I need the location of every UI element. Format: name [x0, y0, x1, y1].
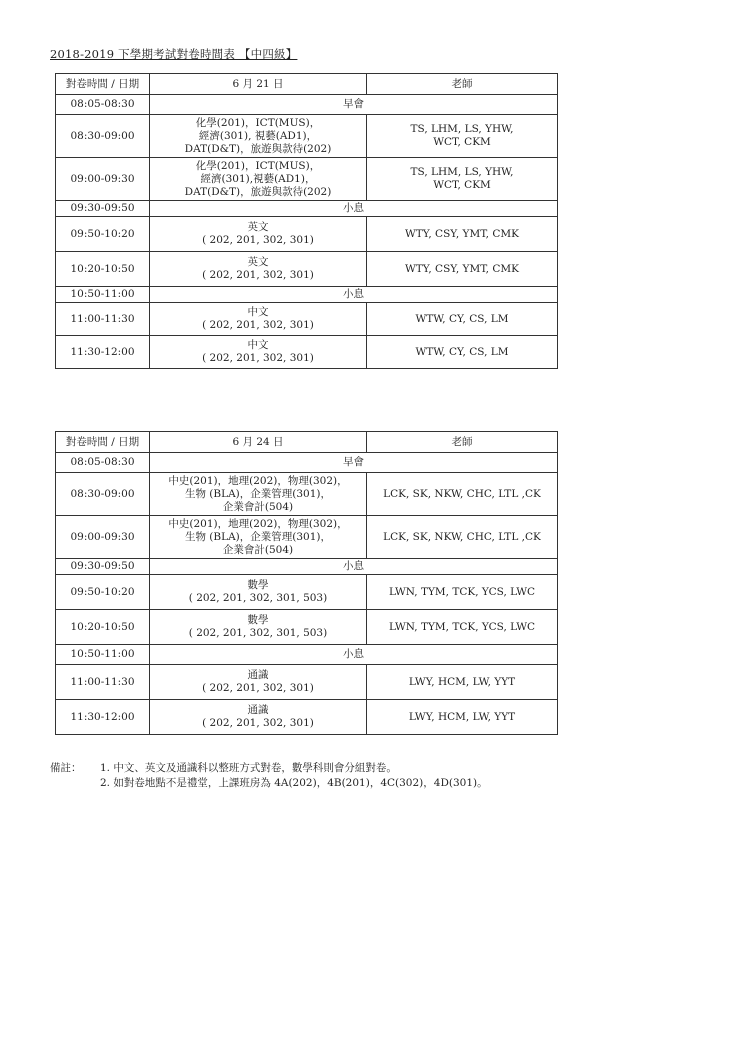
table-row [56, 158, 558, 201]
subject-cell: 中文 ( 202, 201, 302, 301) [150, 336, 367, 369]
table-row [56, 252, 558, 287]
table-row [56, 95, 558, 115]
subject-cell: 化學(201)，ICT(MUS)， 經濟(301), 視藝(AD1)， DAT(D&T)，旅遊與款待(202) [150, 115, 367, 158]
note-item: 1. 中文、英文及通識科以整班方式對卷，數學科則會分組對卷。 [100, 762, 397, 774]
time-cell: 08:30-09:00 [56, 473, 150, 516]
table-row [56, 303, 558, 336]
subject-cell: 中文 ( 202, 201, 302, 301) [150, 303, 367, 336]
table-row [56, 665, 558, 700]
time-cell: 11:00-11:30 [56, 665, 150, 700]
header-date: 6 月 21 日 [150, 74, 367, 95]
table-row [56, 473, 558, 516]
table-row [56, 453, 558, 473]
span-cell: 小息 [150, 559, 558, 575]
table-row [56, 645, 558, 665]
table-row [56, 575, 558, 610]
header-time: 對卷時間 / 日期 [56, 74, 150, 95]
teacher-cell: TS, LHM, LS, YHW, WCT, CKM [367, 158, 558, 201]
time-cell: 08:30-09:00 [56, 115, 150, 158]
header-row [56, 432, 558, 453]
table-row [56, 201, 558, 217]
header-time: 對卷時間 / 日期 [56, 432, 150, 453]
teacher-cell: WTY, CSY, YMT, CMK [367, 252, 558, 287]
time-cell: 11:00-11:30 [56, 303, 150, 336]
table-row [56, 516, 558, 559]
subject-cell: 通識 ( 202, 201, 302, 301) [150, 665, 367, 700]
span-cell: 小息 [150, 287, 558, 303]
time-cell: 09:50-10:20 [56, 217, 150, 252]
table-row [56, 336, 558, 369]
subject-cell: 中史(201)，地理(202)，物理(302)， 生物 (BLA)，企業管理(301)， 企業會計(504) [150, 473, 367, 516]
time-cell: 10:50-11:00 [56, 287, 150, 303]
teacher-cell: WTW, CY, CS, LM [367, 336, 558, 369]
teacher-cell: LCK, SK, NKW, CHC, LTL ,CK [367, 516, 558, 559]
time-cell: 09:30-09:50 [56, 559, 150, 575]
time-cell: 09:30-09:50 [56, 201, 150, 217]
table-row [56, 115, 558, 158]
schedule-table-june-21 [55, 73, 558, 369]
time-cell: 09:00-09:30 [56, 516, 150, 559]
teacher-cell: LWY, HCM, LW, YYT [367, 665, 558, 700]
time-cell: 10:20-10:50 [56, 252, 150, 287]
teacher-cell: TS, LHM, LS, YHW, WCT, CKM [367, 115, 558, 158]
subject-cell: 化學(201)，ICT(MUS)， 經濟(301),視藝(AD1)， DAT(D&T)，旅遊與款待(202) [150, 158, 367, 201]
span-cell: 小息 [150, 645, 558, 665]
teacher-cell: WTW, CY, CS, LM [367, 303, 558, 336]
subject-cell: 英文 ( 202, 201, 302, 301) [150, 252, 367, 287]
header-teacher: 老師 [367, 432, 558, 453]
subject-cell: 數學 ( 202, 201, 302, 301, 503) [150, 575, 367, 610]
time-cell: 09:00-09:30 [56, 158, 150, 201]
span-cell: 早會 [150, 453, 558, 473]
span-cell: 早會 [150, 95, 558, 115]
teacher-cell: WTY, CSY, YMT, CMK [367, 217, 558, 252]
table-row [56, 287, 558, 303]
notes-label: 備註： [50, 762, 82, 774]
span-cell: 小息 [150, 201, 558, 217]
time-cell: 09:50-10:20 [56, 575, 150, 610]
time-cell: 10:50-11:00 [56, 645, 150, 665]
schedule-table-june-24 [55, 431, 558, 735]
teacher-cell: LWN, TYM, TCK, YCS, LWC [367, 610, 558, 645]
time-cell: 08:05-08:30 [56, 95, 150, 115]
subject-cell: 通識 ( 202, 201, 302, 301) [150, 700, 367, 735]
time-cell: 11:30-12:00 [56, 700, 150, 735]
subject-cell: 中史(201)，地理(202)，物理(302)， 生物 (BLA)，企業管理(301)， 企業會計(504) [150, 516, 367, 559]
subject-cell: 英文 ( 202, 201, 302, 301) [150, 217, 367, 252]
time-cell: 10:20-10:50 [56, 610, 150, 645]
page-title: 2018-2019 下學期考試對卷時間表 【中四級】 [50, 47, 298, 61]
teacher-cell: LCK, SK, NKW, CHC, LTL ,CK [367, 473, 558, 516]
header-teacher: 老師 [367, 74, 558, 95]
header-row [56, 74, 558, 95]
table-row [56, 559, 558, 575]
table-row [56, 610, 558, 645]
time-cell: 11:30-12:00 [56, 336, 150, 369]
header-date: 6 月 24 日 [150, 432, 367, 453]
subject-cell: 數學 ( 202, 201, 302, 301, 503) [150, 610, 367, 645]
table-row [56, 700, 558, 735]
teacher-cell: LWY, HCM, LW, YYT [367, 700, 558, 735]
teacher-cell: LWN, TYM, TCK, YCS, LWC [367, 575, 558, 610]
time-cell: 08:05-08:30 [56, 453, 150, 473]
table-row [56, 217, 558, 252]
note-item: 2. 如對卷地點不是禮堂，上課班房為 4A(202)，4B(201)，4C(302)，4D(301)。 [100, 777, 488, 789]
